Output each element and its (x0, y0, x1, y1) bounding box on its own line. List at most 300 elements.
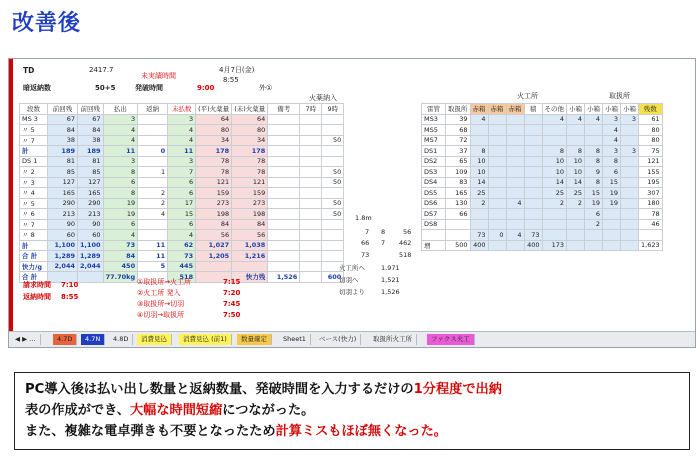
table-cell[interactable] (621, 198, 639, 209)
table-cell[interactable]: 3 (621, 114, 639, 125)
table-cell[interactable]: 2 (138, 188, 168, 199)
table-cell[interactable]: 180 (639, 198, 663, 209)
table-cell[interactable] (470, 209, 488, 220)
table-cell[interactable] (268, 198, 300, 209)
table-cell[interactable]: 2 (138, 198, 168, 209)
table-cell[interactable]: 159 (232, 188, 268, 199)
table-cell[interactable] (268, 240, 300, 251)
table-cell[interactable]: 189 (48, 146, 78, 157)
table-cell[interactable] (621, 219, 639, 230)
table-cell[interactable] (268, 167, 300, 178)
table-cell[interactable] (524, 209, 542, 220)
table-cell[interactable] (322, 230, 344, 241)
table-cell[interactable]: 8 (585, 156, 603, 167)
table-cell[interactable]: 173 (542, 240, 567, 251)
table-cell[interactable] (138, 156, 168, 167)
table-cell[interactable]: 19 (603, 188, 621, 199)
table-cell[interactable]: MS3 (422, 114, 446, 125)
table-cell[interactable]: 3 (603, 146, 621, 157)
table-cell[interactable]: 73 (103, 240, 138, 251)
table-cell[interactable]: DS8 (422, 219, 446, 230)
table-cell[interactable]: 165 (78, 188, 104, 199)
table-cell[interactable]: MS7 (422, 135, 446, 146)
table-cell[interactable] (268, 209, 300, 220)
table-cell[interactable]: 37 (446, 146, 471, 157)
table-cell[interactable] (488, 240, 506, 251)
table-cell[interactable]: 50 (322, 209, 344, 220)
table-cell[interactable] (524, 135, 542, 146)
table-cell[interactable]: 39 (446, 114, 471, 125)
table-cell[interactable]: 4 (103, 125, 138, 136)
table-cell[interactable] (138, 114, 168, 125)
table-cell[interactable] (567, 209, 585, 220)
table-cell[interactable] (621, 167, 639, 178)
table-cell[interactable]: 増 (422, 240, 446, 251)
table-cell[interactable] (322, 188, 344, 199)
table-cell[interactable]: 83 (446, 177, 471, 188)
table-cell[interactable]: 78 (232, 167, 268, 178)
table-cell[interactable]: 15 (168, 209, 196, 220)
table-cell[interactable]: 17 (168, 198, 196, 209)
table-cell[interactable] (506, 114, 524, 125)
table-cell[interactable] (506, 156, 524, 167)
table-cell[interactable]: 計 (20, 146, 48, 157)
table-cell[interactable]: DS6 (422, 198, 446, 209)
table-cell[interactable]: 計 (20, 240, 48, 251)
table-cell[interactable]: 121 (639, 156, 663, 167)
table-cell[interactable]: 165 (48, 188, 78, 199)
table-cell[interactable] (524, 114, 542, 125)
table-cell[interactable] (300, 272, 322, 283)
table-cell[interactable]: 61 (639, 114, 663, 125)
table-cell[interactable]: 2,044 (78, 261, 104, 272)
table-cell[interactable]: 〃 7 (20, 135, 48, 146)
table-cell[interactable]: 快力/g (20, 261, 48, 272)
table-cell[interactable]: 109 (446, 167, 471, 178)
table-cell[interactable] (585, 135, 603, 146)
table-cell[interactable]: 56 (232, 230, 268, 241)
table-cell[interactable]: 快力残 (232, 272, 268, 283)
table-cell[interactable] (524, 219, 542, 230)
table-cell[interactable]: 34 (196, 135, 232, 146)
table-cell[interactable] (300, 240, 322, 251)
table-cell[interactable] (488, 114, 506, 125)
table-cell[interactable]: 1,526 (268, 272, 300, 283)
table-cell[interactable]: 〃 6 (20, 209, 48, 220)
table-cell[interactable]: 10 (542, 167, 567, 178)
table-cell[interactable]: 6 (168, 177, 196, 188)
table-cell[interactable] (268, 230, 300, 241)
table-cell[interactable] (524, 177, 542, 188)
table-cell[interactable]: 84 (103, 251, 138, 262)
table-cell[interactable] (488, 135, 506, 146)
table-cell[interactable]: DS 1 (20, 156, 48, 167)
table-cell[interactable] (268, 261, 300, 272)
table-cell[interactable]: 19 (103, 198, 138, 209)
table-cell[interactable]: DS5 (422, 188, 446, 199)
table-cell[interactable]: 8 (585, 177, 603, 188)
table-cell[interactable]: 90 (78, 219, 104, 230)
table-cell[interactable] (567, 135, 585, 146)
table-cell[interactable]: 4 (168, 125, 196, 136)
table-cell[interactable]: DS1 (422, 146, 446, 157)
table-cell[interactable]: 25 (542, 188, 567, 199)
tab-nav-arrows[interactable]: ◀ ▶ … (11, 334, 41, 345)
table-cell[interactable] (268, 156, 300, 167)
table-cell[interactable]: 73 (470, 230, 488, 241)
table-cell[interactable]: 50 (322, 198, 344, 209)
table-cell[interactable]: 合 計 (20, 251, 48, 262)
table-cell[interactable]: 178 (232, 146, 268, 157)
table-cell[interactable] (524, 167, 542, 178)
table-cell[interactable] (78, 272, 104, 283)
table-cell[interactable]: 78 (639, 209, 663, 220)
table-cell[interactable] (506, 188, 524, 199)
table-cell[interactable] (300, 135, 322, 146)
table-cell[interactable]: 10 (470, 156, 488, 167)
table-cell[interactable] (300, 251, 322, 262)
table-cell[interactable]: 64 (232, 114, 268, 125)
table-cell[interactable]: 25 (567, 188, 585, 199)
table-cell[interactable]: 2,044 (48, 261, 78, 272)
table-cell[interactable]: 121 (232, 177, 268, 188)
table-cell[interactable] (300, 209, 322, 220)
table-cell[interactable]: 4 (506, 198, 524, 209)
table-cell[interactable] (470, 125, 488, 136)
table-cell[interactable] (524, 188, 542, 199)
table-cell[interactable] (138, 230, 168, 241)
table-cell[interactable] (524, 198, 542, 209)
table-cell[interactable]: 15 (585, 188, 603, 199)
table-cell[interactable] (603, 240, 621, 251)
table-cell[interactable] (488, 156, 506, 167)
table-cell[interactable]: 2 (470, 198, 488, 209)
table-cell[interactable]: 3 (103, 156, 138, 167)
table-cell[interactable]: 500 (446, 240, 471, 251)
table-cell[interactable]: 6 (585, 209, 603, 220)
table-cell[interactable]: 84 (48, 125, 78, 136)
table-cell[interactable] (621, 209, 639, 220)
table-cell[interactable] (506, 240, 524, 251)
table-cell[interactable] (506, 219, 524, 230)
table-cell[interactable]: 213 (48, 209, 78, 220)
table-cell[interactable] (300, 146, 322, 157)
table-cell[interactable]: 80 (232, 125, 268, 136)
table-cell[interactable] (567, 240, 585, 251)
table-cell[interactable] (300, 198, 322, 209)
table-cell[interactable]: 127 (78, 177, 104, 188)
tab-sheet[interactable]: 取扱所火工所 (369, 334, 417, 345)
table-cell[interactable]: 290 (78, 198, 104, 209)
table-cell[interactable]: 1,027 (196, 240, 232, 251)
table-cell[interactable]: 1,100 (78, 240, 104, 251)
table-cell[interactable]: 85 (78, 167, 104, 178)
table-cell[interactable]: 1,289 (78, 251, 104, 262)
tab-sheet[interactable]: 消費見込 (前1) (179, 334, 232, 345)
table-cell[interactable] (488, 209, 506, 220)
table-cell[interactable] (446, 230, 471, 241)
table-cell[interactable]: 11 (138, 251, 168, 262)
table-cell[interactable] (542, 209, 567, 220)
table-cell[interactable]: 213 (78, 209, 104, 220)
table-cell[interactable] (585, 240, 603, 251)
table-cell[interactable]: 8 (103, 188, 138, 199)
table-cell[interactable]: DS2 (422, 156, 446, 167)
table-cell[interactable] (470, 219, 488, 230)
table-cell[interactable] (488, 146, 506, 157)
table-cell[interactable]: 1,216 (232, 251, 268, 262)
table-cell[interactable]: 2 (567, 198, 585, 209)
table-cell[interactable] (322, 146, 344, 157)
table-cell[interactable] (585, 125, 603, 136)
table-cell[interactable]: 〃 5 (20, 125, 48, 136)
table-cell[interactable]: 600 (322, 272, 344, 283)
table-cell[interactable]: 68 (446, 125, 471, 136)
table-cell[interactable]: 38 (78, 135, 104, 146)
table-cell[interactable]: 78 (232, 156, 268, 167)
table-cell[interactable] (506, 167, 524, 178)
table-cell[interactable]: 81 (78, 156, 104, 167)
tab-sheet[interactable]: Sheet1 (279, 334, 311, 345)
table-cell[interactable]: 4 (103, 230, 138, 241)
table-cell[interactable] (268, 114, 300, 125)
table-cell[interactable]: 3 (621, 146, 639, 157)
table-cell[interactable]: 6 (603, 167, 621, 178)
table-cell[interactable]: 7 (168, 167, 196, 178)
table-cell[interactable] (542, 135, 567, 146)
table-cell[interactable]: 〃 3 (20, 177, 48, 188)
table-cell[interactable]: 195 (639, 177, 663, 188)
table-cell[interactable]: 130 (446, 198, 471, 209)
table-cell[interactable] (300, 219, 322, 230)
table-cell[interactable]: 4 (103, 135, 138, 146)
table-cell[interactable]: 273 (232, 198, 268, 209)
table-cell[interactable]: 11 (168, 146, 196, 157)
tab-sheet[interactable]: 4.7D (53, 334, 77, 345)
table-cell[interactable]: 3 (603, 114, 621, 125)
table-cell[interactable] (542, 219, 567, 230)
table-cell[interactable]: 127 (48, 177, 78, 188)
table-cell[interactable]: 10 (542, 156, 567, 167)
table-cell[interactable]: 165 (446, 188, 471, 199)
table-cell[interactable]: 2 (585, 219, 603, 230)
table-cell[interactable]: 518 (168, 272, 196, 283)
table-cell[interactable]: 4 (168, 135, 196, 146)
table-cell[interactable] (621, 240, 639, 251)
table-cell[interactable] (488, 219, 506, 230)
table-cell[interactable]: 8 (103, 167, 138, 178)
table-cell[interactable]: 14 (567, 177, 585, 188)
table-cell[interactable] (268, 177, 300, 188)
table-cell[interactable] (621, 230, 639, 241)
table-cell[interactable] (446, 219, 471, 230)
table-cell[interactable] (524, 125, 542, 136)
table-cell[interactable]: 19 (103, 209, 138, 220)
table-cell[interactable]: 307 (639, 188, 663, 199)
tab-sheet[interactable]: 消費見込 (137, 334, 172, 345)
table-cell[interactable]: 65 (446, 156, 471, 167)
table-cell[interactable] (488, 188, 506, 199)
tab-sheet[interactable]: 4.7N (81, 334, 105, 345)
table-cell[interactable]: 85 (48, 167, 78, 178)
table-cell[interactable] (300, 230, 322, 241)
table-cell[interactable]: 10 (567, 156, 585, 167)
table-cell[interactable] (138, 219, 168, 230)
table-cell[interactable] (639, 230, 663, 241)
table-cell[interactable]: 84 (196, 219, 232, 230)
table-cell[interactable] (621, 156, 639, 167)
table-cell[interactable]: 4 (603, 125, 621, 136)
table-cell[interactable] (621, 177, 639, 188)
table-cell[interactable]: 50 (322, 177, 344, 188)
table-cell[interactable] (567, 230, 585, 241)
table-cell[interactable]: 159 (196, 188, 232, 199)
table-cell[interactable]: 50 (322, 167, 344, 178)
table-cell[interactable]: 6 (168, 219, 196, 230)
table-cell[interactable]: 290 (48, 198, 78, 209)
table-cell[interactable] (567, 125, 585, 136)
table-cell[interactable] (322, 156, 344, 167)
table-cell[interactable]: 6 (168, 188, 196, 199)
table-cell[interactable]: 合 計 (20, 272, 48, 283)
table-cell[interactable]: 8 (470, 146, 488, 157)
table-cell[interactable] (322, 114, 344, 125)
table-cell[interactable]: 8 (567, 146, 585, 157)
table-cell[interactable]: 121 (196, 177, 232, 188)
table-cell[interactable] (524, 146, 542, 157)
table-cell[interactable] (488, 167, 506, 178)
table-cell[interactable] (322, 219, 344, 230)
table-cell[interactable] (585, 230, 603, 241)
table-cell[interactable]: 73 (524, 230, 542, 241)
table-cell[interactable]: 273 (196, 198, 232, 209)
table-cell[interactable]: 15 (603, 177, 621, 188)
table-cell[interactable]: 62 (168, 240, 196, 251)
table-cell[interactable] (322, 125, 344, 136)
table-cell[interactable] (322, 240, 344, 251)
table-cell[interactable] (268, 219, 300, 230)
table-cell[interactable]: 50 (322, 135, 344, 146)
table-cell[interactable]: 1,623 (639, 240, 663, 251)
table-cell[interactable]: 56 (196, 230, 232, 241)
table-cell[interactable] (621, 135, 639, 146)
table-cell[interactable] (300, 125, 322, 136)
table-cell[interactable] (268, 188, 300, 199)
table-cell[interactable]: 445 (168, 261, 196, 272)
table-cell[interactable]: 8 (603, 156, 621, 167)
table-cell[interactable]: 0 (138, 146, 168, 157)
table-cell[interactable]: 81 (48, 156, 78, 167)
table-cell[interactable]: 10 (567, 167, 585, 178)
table-cell[interactable] (506, 209, 524, 220)
table-cell[interactable] (138, 135, 168, 146)
table-cell[interactable]: 78 (196, 167, 232, 178)
table-cell[interactable] (506, 146, 524, 157)
table-cell[interactable] (542, 230, 567, 241)
table-cell[interactable]: MS5 (422, 125, 446, 136)
table-cell[interactable]: 75 (639, 146, 663, 157)
table-cell[interactable]: 25 (470, 188, 488, 199)
table-cell[interactable]: 189 (78, 146, 104, 157)
table-cell[interactable]: 64 (196, 114, 232, 125)
table-cell[interactable]: 155 (639, 167, 663, 178)
table-cell[interactable]: 73 (168, 251, 196, 262)
table-cell[interactable] (322, 251, 344, 262)
table-cell[interactable]: 〃 2 (20, 167, 48, 178)
table-cell[interactable]: 450 (103, 261, 138, 272)
table-cell[interactable]: 11 (103, 146, 138, 157)
table-cell[interactable] (603, 209, 621, 220)
table-cell[interactable] (300, 188, 322, 199)
table-cell[interactable] (300, 156, 322, 167)
table-cell[interactable]: 67 (78, 114, 104, 125)
table-cell[interactable]: 4 (567, 114, 585, 125)
table-cell[interactable] (506, 135, 524, 146)
table-cell[interactable] (300, 114, 322, 125)
table-cell[interactable]: 4 (603, 135, 621, 146)
table-cell[interactable]: 90 (48, 219, 78, 230)
table-cell[interactable]: 〃 8 (20, 230, 48, 241)
table-cell[interactable]: 80 (196, 125, 232, 136)
table-cell[interactable]: DS7 (422, 209, 446, 220)
table-cell[interactable]: 14 (542, 177, 567, 188)
table-cell[interactable]: 198 (196, 209, 232, 220)
table-cell[interactable]: 〃 7 (20, 219, 48, 230)
table-cell[interactable] (506, 177, 524, 188)
table-cell[interactable]: DS3 (422, 167, 446, 178)
table-cell[interactable]: 4 (168, 230, 196, 241)
table-cell[interactable] (300, 261, 322, 272)
table-cell[interactable]: 84 (232, 219, 268, 230)
table-cell[interactable] (488, 125, 506, 136)
table-cell[interactable] (542, 125, 567, 136)
table-cell[interactable] (567, 219, 585, 230)
table-cell[interactable] (268, 125, 300, 136)
table-cell[interactable]: 0 (488, 230, 506, 241)
table-cell[interactable]: 4 (506, 230, 524, 241)
tab-sheet[interactable]: 数量確定 (237, 334, 272, 345)
table-cell[interactable]: 178 (196, 146, 232, 157)
table-cell[interactable] (488, 198, 506, 209)
table-cell[interactable]: 2 (542, 198, 567, 209)
table-cell[interactable] (603, 219, 621, 230)
table-cell[interactable]: 78 (196, 156, 232, 167)
table-cell[interactable]: DS4 (422, 177, 446, 188)
table-cell[interactable]: 72 (446, 135, 471, 146)
table-cell[interactable]: 1,289 (48, 251, 78, 262)
table-cell[interactable] (232, 261, 268, 272)
table-cell[interactable]: 19 (585, 198, 603, 209)
table-cell[interactable]: 66 (446, 209, 471, 220)
table-cell[interactable]: 1,205 (196, 251, 232, 262)
tab-sheet[interactable]: ベース(快力) (315, 334, 361, 345)
table-cell[interactable]: MS 3 (20, 114, 48, 125)
table-cell[interactable] (621, 188, 639, 199)
table-cell[interactable]: 4 (585, 114, 603, 125)
table-cell[interactable]: 11 (138, 240, 168, 251)
table-cell[interactable]: 198 (232, 209, 268, 220)
table-cell[interactable]: 4 (138, 209, 168, 220)
table-cell[interactable]: 80 (639, 125, 663, 136)
table-cell[interactable] (488, 177, 506, 188)
table-cell[interactable]: 3 (168, 114, 196, 125)
table-cell[interactable]: 10 (470, 167, 488, 178)
table-cell[interactable] (524, 156, 542, 167)
table-cell[interactable]: 3 (103, 114, 138, 125)
table-cell[interactable]: 60 (78, 230, 104, 241)
table-cell[interactable]: 4 (470, 114, 488, 125)
table-cell[interactable] (300, 167, 322, 178)
